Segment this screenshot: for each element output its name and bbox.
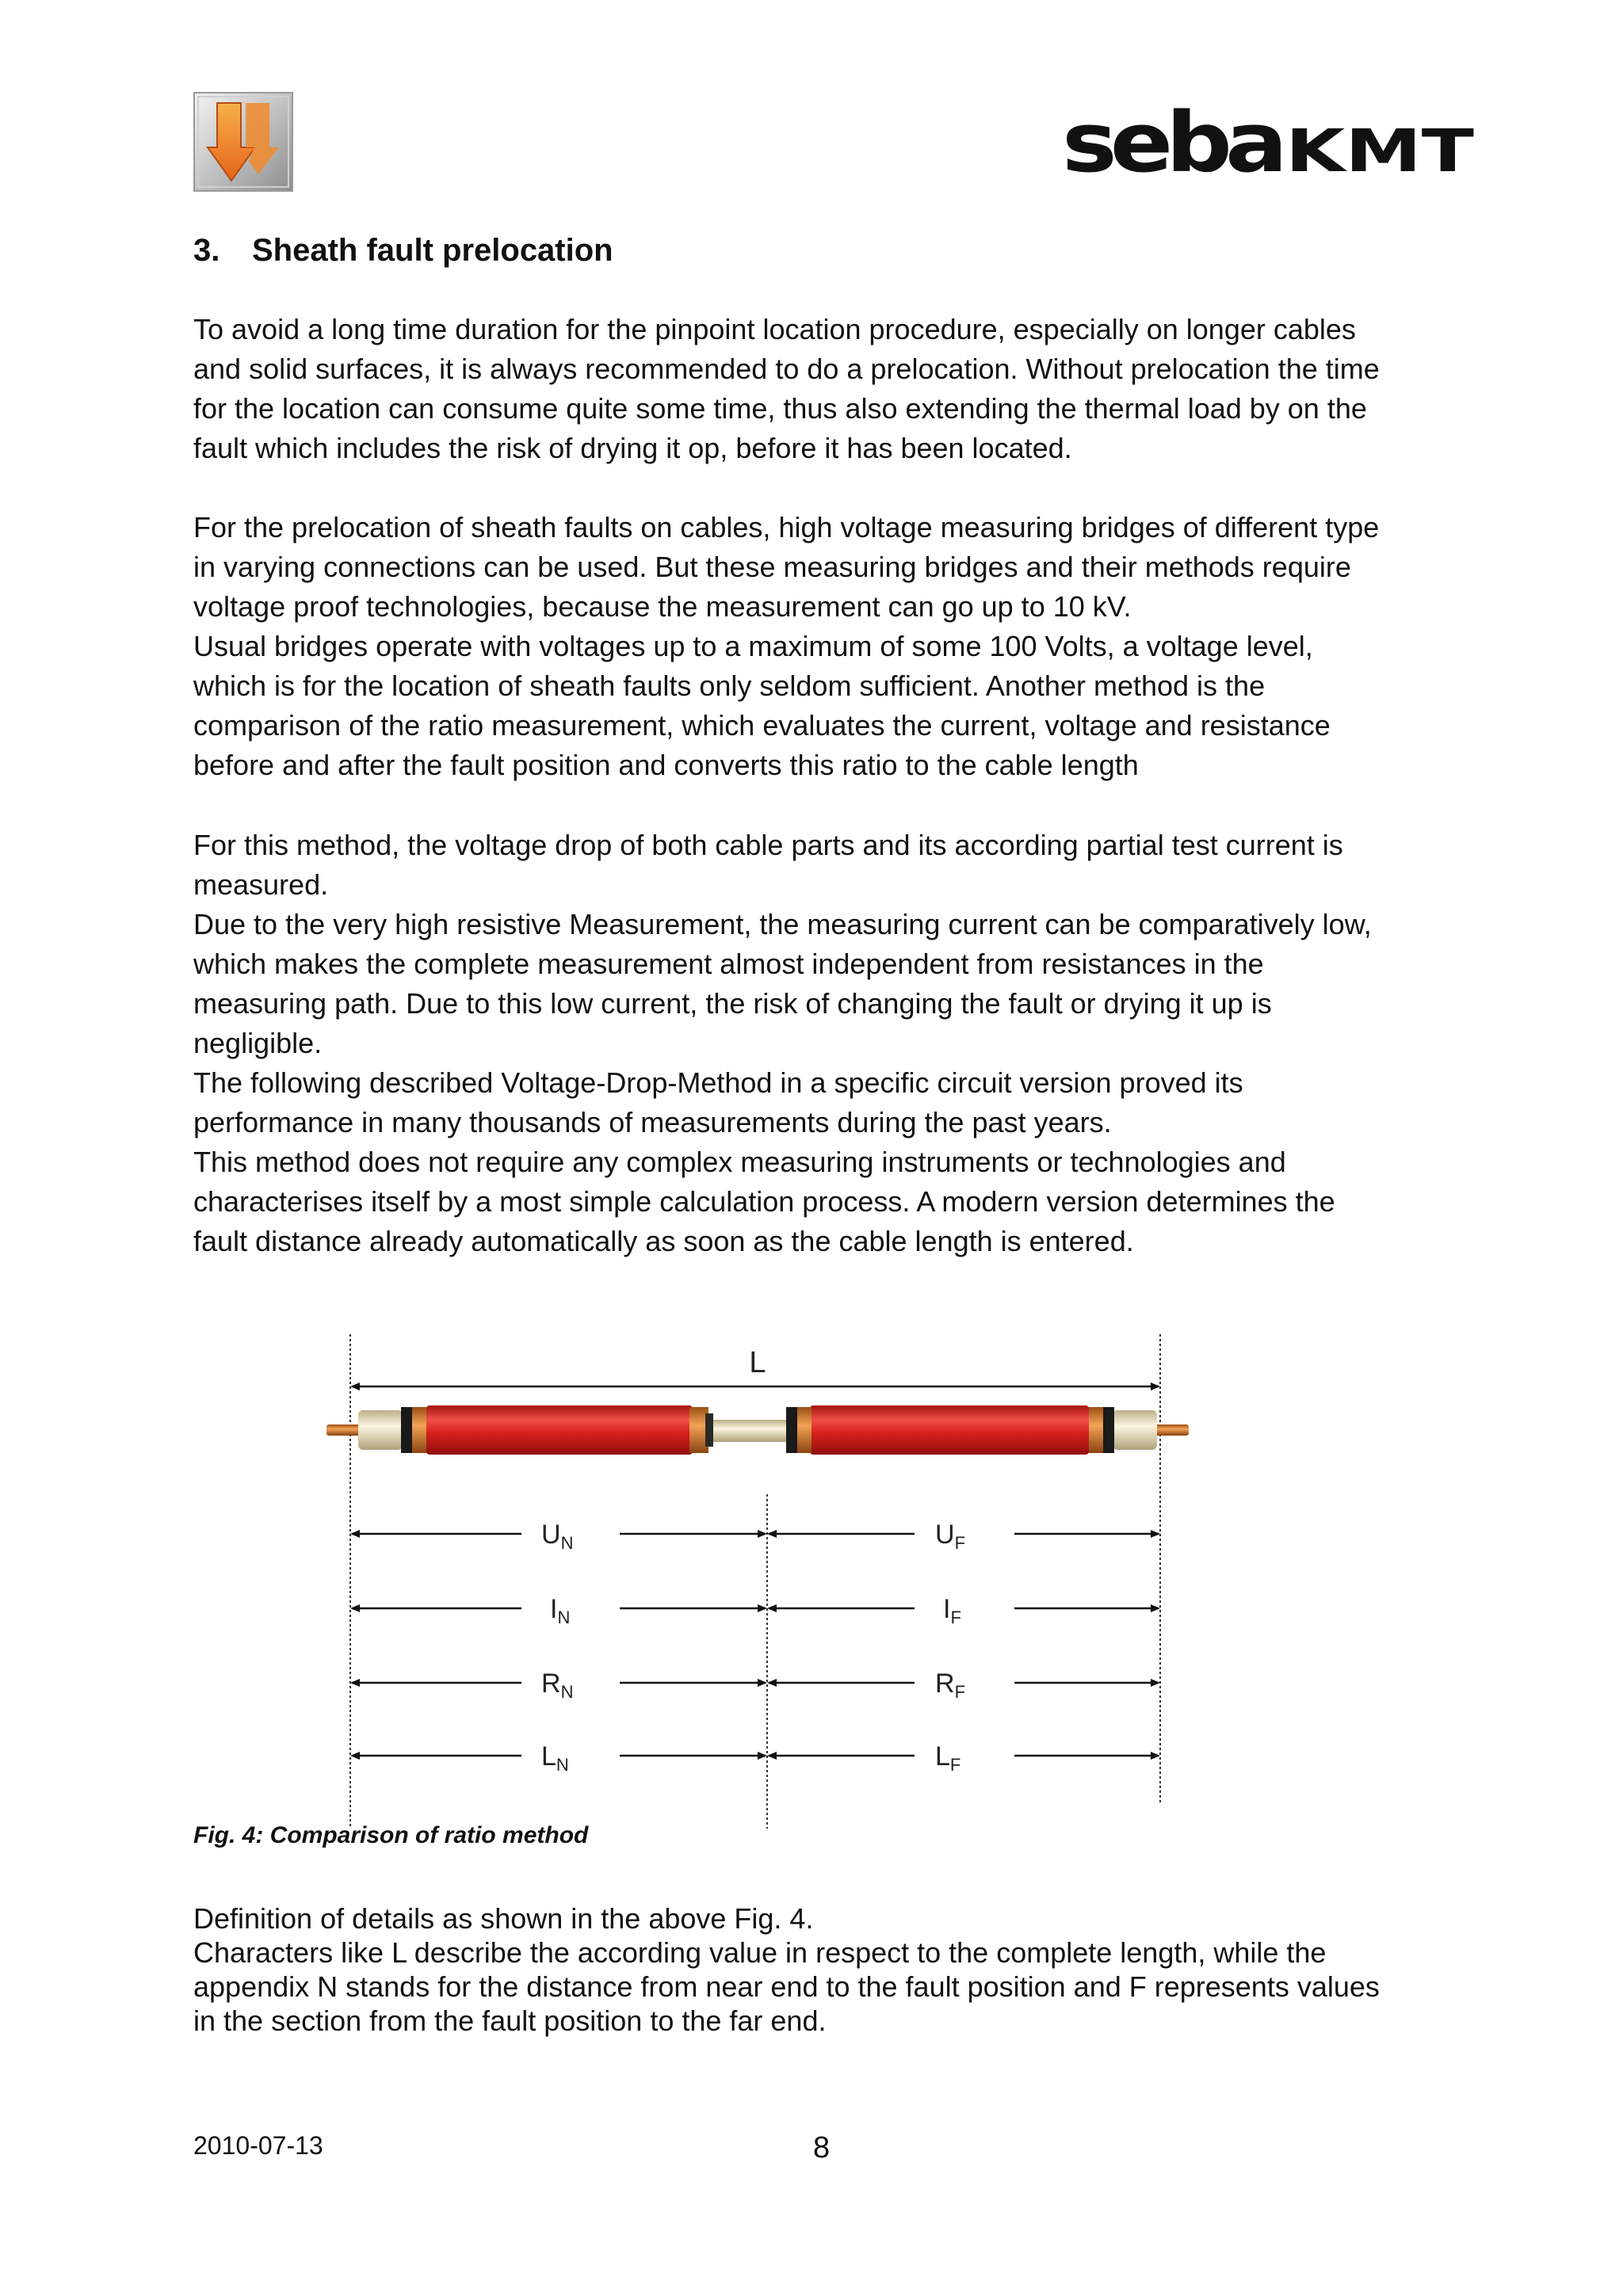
brand-kmt: KMT [1285, 117, 1475, 184]
text-line: performance in many thousands of measurements during the past years. [193, 1106, 1112, 1138]
text-line: This method does not require any complex measuring instruments or technologies and [193, 1146, 1286, 1178]
download-arrow-icon [193, 92, 293, 192]
length-near-label: $L_N$ [541, 1741, 569, 1775]
text-line: measuring path. Due to this low current, the risk of changing the fault or drying it up is [193, 987, 1272, 1020]
text-line: in varying connections can be used. But these measuring bridges and their methods require [193, 551, 1351, 583]
paragraph-2 [193, 508, 1493, 785]
text-line: measured. [193, 868, 329, 901]
length-far-label: $L_F$ [935, 1741, 961, 1775]
figure-caption: Fig. 4: Comparison of ratio method [193, 1822, 589, 1848]
section-title: Sheath fault prelocation [252, 233, 613, 268]
brand-seba: seba [1062, 105, 1281, 184]
cable-illustration [327, 1405, 1189, 1455]
text-line: For this method, the voltage drop of both cable parts and its according partial test current is [193, 829, 1343, 861]
footer-date: 2010-07-13 [193, 2131, 323, 2160]
text-line: in the section from the fault position to the far end. [193, 2004, 827, 2037]
text-line: characterises itself by a most simple calculation process. A modern version determines the [193, 1185, 1335, 1218]
paragraph-1 [193, 310, 1493, 468]
current-far-label: $I_F$ [943, 1594, 961, 1627]
cable-sheath-near [426, 1405, 693, 1455]
measurement-row-current [352, 1594, 1159, 1627]
page-number: 8 [813, 2131, 831, 2164]
text-line: and solid surfaces, it is always recommended to do a prelocation. Without prelocation the time [193, 353, 1380, 385]
measurement-row-resistance [352, 1669, 1159, 1702]
paragraph-3 [193, 826, 1493, 1261]
cable-sheath-far [810, 1405, 1089, 1455]
text-line: fault distance already automatically as soon as the cable length is entered. [193, 1225, 1134, 1257]
text-line: voltage proof technologies, because the measurement can go up to 10 kV. [193, 590, 1132, 623]
text-line: which makes the complete measurement almost independent from resistances in the [193, 948, 1264, 980]
resistance-near-label: $R_N$ [541, 1669, 574, 1702]
definition-paragraph [193, 1901, 1493, 2038]
current-near-label: $I_N$ [550, 1594, 571, 1627]
text-line: Due to the very high resistive Measurement, the measuring current can be comparatively low, [193, 908, 1372, 940]
length-label: L [749, 1346, 766, 1379]
text-line: comparison of the ratio measurement, which evaluates the current, voltage and resistance [193, 709, 1331, 742]
text-line: fault which includes the risk of drying it op, before it has been located. [193, 432, 1072, 464]
resistance-far-label: $R_F$ [935, 1669, 966, 1702]
text-line: Usual bridges operate with voltages up to a maximum of some 100 Volts, a voltage level, [193, 630, 1313, 662]
text-line: for the location can consume quite some time, thus also extending the thermal load by on the [193, 392, 1367, 425]
voltage-far-label: $U_F$ [935, 1520, 966, 1553]
text-line: To avoid a long time duration for the pinpoint location procedure, especially on longer cables [193, 313, 1356, 345]
text-line: Characters like L describe the according value in respect to the complete length, while the [193, 1936, 1327, 1969]
measurement-row-voltage [352, 1520, 1159, 1553]
text-line: appendix N stands for the distance from near end to the fault position and F represents values [193, 1970, 1380, 2003]
brand-logo [1062, 105, 1476, 184]
text-line: Definition of details as shown in the above Fig. 4. [193, 1902, 814, 1935]
section-number: 3. [193, 233, 220, 268]
section-heading [193, 230, 613, 271]
text-line: which is for the location of sheath faults only seldom sufficient. Another method is the [193, 669, 1266, 702]
text-line: For the prelocation of sheath faults on cables, high voltage measuring bridges of different type [193, 511, 1380, 543]
text-line: The following described Voltage-Drop-Method in a specific circuit version proved its [193, 1066, 1243, 1099]
text-line: before and after the fault position and converts this ratio to the cable length [193, 749, 1139, 781]
text-line: negligible. [193, 1027, 323, 1059]
voltage-near-label: $U_N$ [541, 1520, 574, 1553]
cable-diagram [317, 1328, 1205, 1835]
measurement-row-length [352, 1741, 1159, 1775]
